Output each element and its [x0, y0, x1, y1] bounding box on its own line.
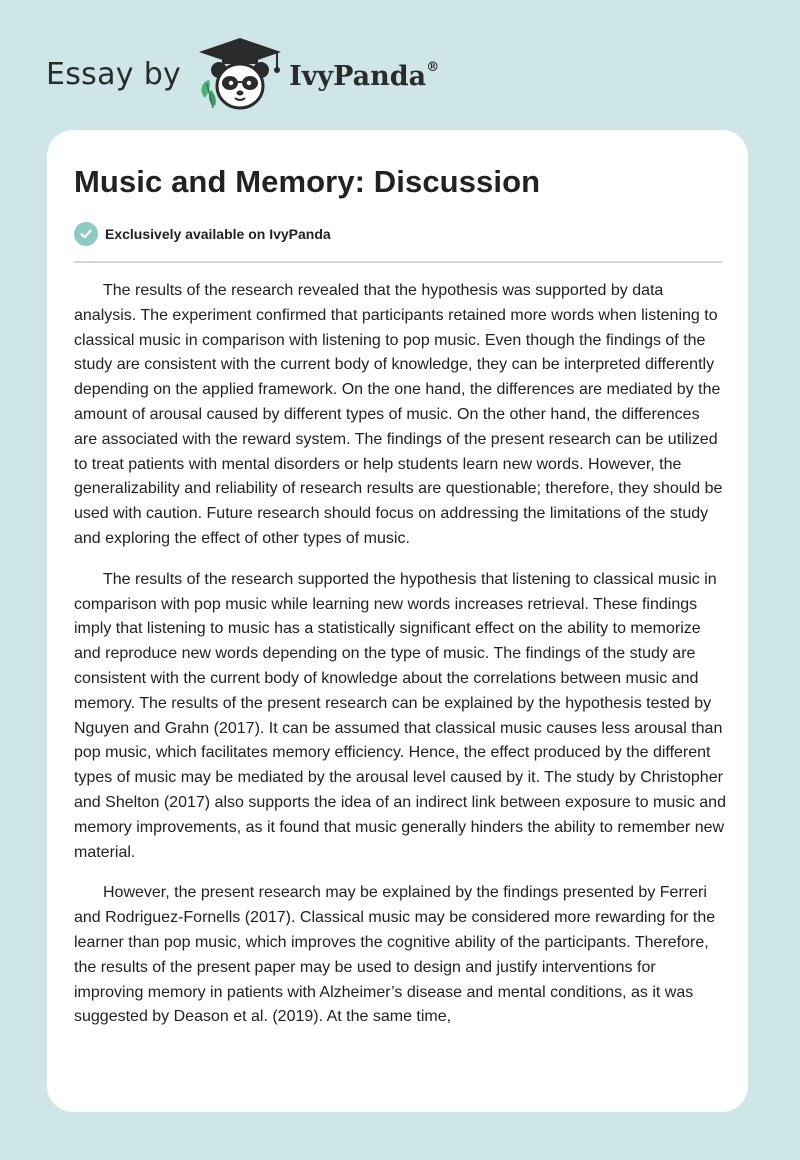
paragraph-1: The results of the research revealed that the hypothesis was supported by data analysis. The experiment confirmed that participants retained more words when listening to classical music in comparison with listening to pop music. Even though the findings of the study are consistent with the current body of knowledge, they can be interpreted differently depending on the applied framework. On the one hand, the differences are mediated by the amount of arousal caused by different types of music. On the other hand, the differences are associated with the reward system. The findings of the present research can be utilized to treat patients with mental disorders or help students learn new words. However, the generalizability and reliability of research results are questionable; therefore, they should be used with caution. Future research should focus on addressing the limitations of the study and exploring the effect of other types of music. [74, 282, 723, 547]
panda-logo-icon [195, 34, 285, 114]
article-card [47, 130, 748, 1112]
page-title: Music and Memory: Discussion [74, 164, 541, 199]
paragraph-2: The results of the research supported the hypothesis that listening to classical music in comparison with pop music while learning new words increases retrieval. These findings imply that listening to music has a statistically significant effect on the ability to memorize and reproduce new words depending on the type of music. The findings of the study are consistent with the current body of knowledge about the correlations between music and memory. The results of the present research can be explained by the hypothesis tested by Nguyen and Grahn (2017). It can be assumed that classical music causes less arousal than pop music, which facilitates memory efficiency. Hence, the effect produced by the different types of music may be mediated by the arousal level caused by it. The study by Christopher and Shelton (2017) also supports the idea of an indirect link between exposure to music and memory improvements, as it found that music generally hinders the ability to remember new material. [74, 570, 726, 861]
exclusive-badge [74, 222, 331, 246]
brand-prefix: Essay by [46, 56, 182, 92]
check-circle-icon [74, 222, 98, 246]
brand-name-text: IvyPanda [289, 60, 427, 92]
article-body [74, 279, 726, 1046]
badge-label: Exclusively available on IvyPanda [105, 226, 331, 242]
paragraph-3: However, the present research may be explained by the findings presented by Ferreri and Rodriguez-Fornells (2017). Classical music may be considered more rewarding for the learner than pop music, which improves the cognitive ability of the participants. Therefore, the results of the present paper may be used to design and justify interventions for improving memory in patients with Alzheimer’s disease and mental conditions, as it was suggested by Deason et al. (2019). At the same time, [74, 884, 716, 1026]
brand-name [289, 61, 439, 92]
title-divider [74, 261, 722, 263]
registered-mark: ® [426, 59, 440, 75]
site-header [46, 34, 439, 114]
